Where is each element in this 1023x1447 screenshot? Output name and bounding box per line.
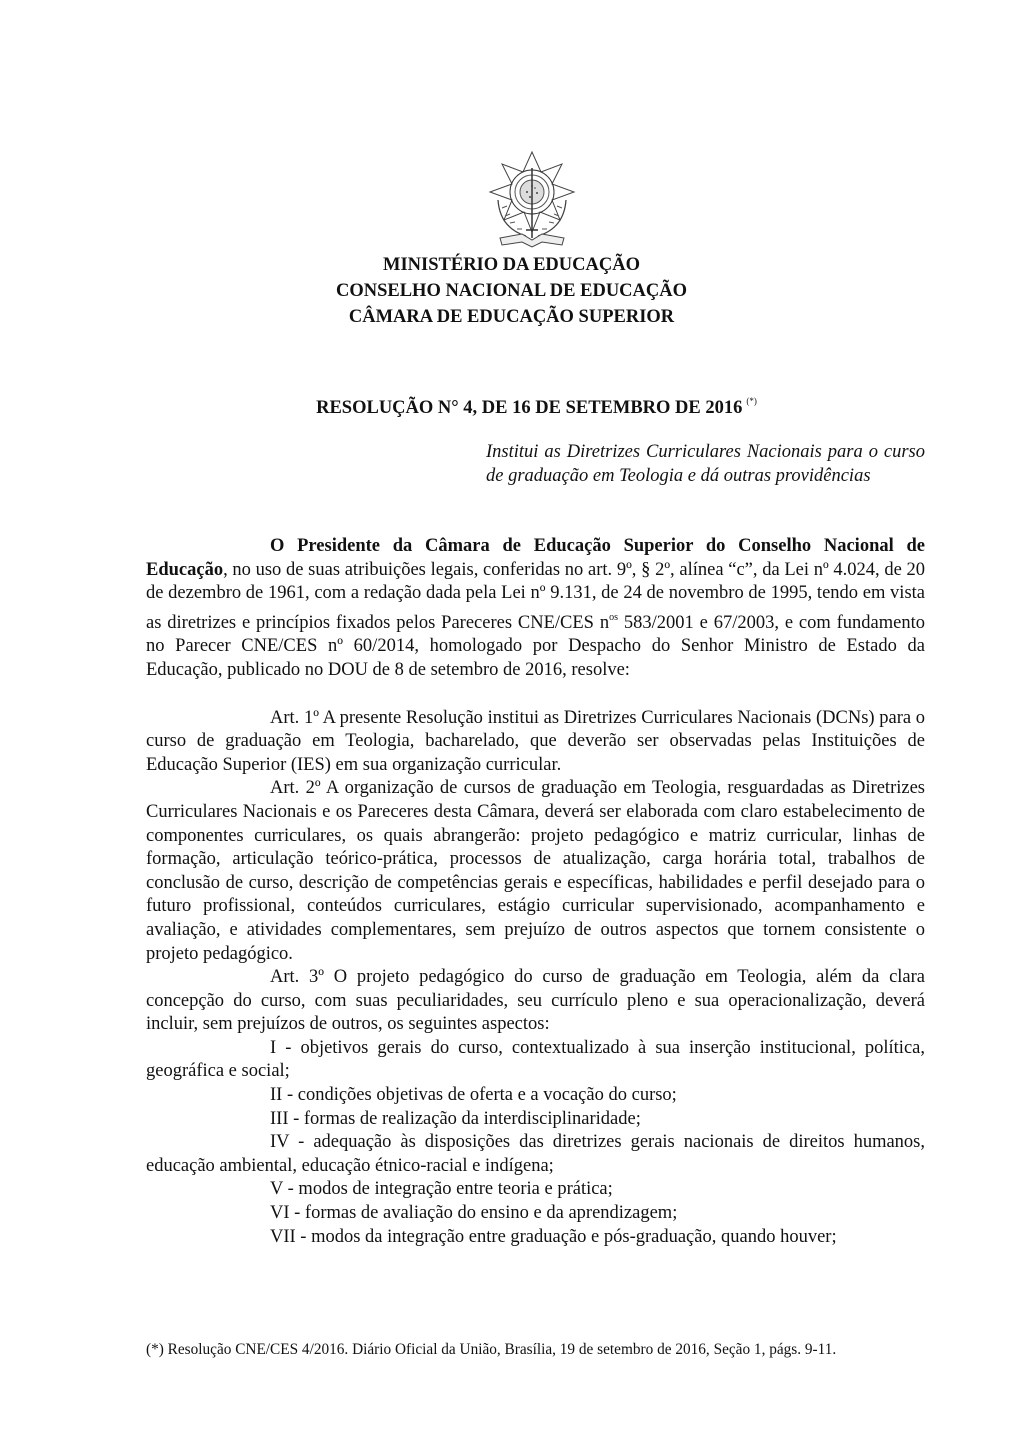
ministry-name: MINISTÉRIO DA EDUCAÇÃO (383, 255, 640, 275)
resolution-title (0, 396, 1023, 419)
article-2: Art. 2º A organização de cursos de graduação em Teologia, resguardadas as Diretrizes Curriculares Nacionais e os Pareceres desta Câmara, deverá ser elaborada com claro estabelecimento de componentes curriculares, os quais abrangerão: projeto pedagógico e matriz curricular, linhas de formação, articulação teórico-prática, processos de atualização, carga horária total, trabalhos de conclusão de curso, descrição de competências gerais e específicas, habilidades e perfil desejado para o futuro profissional, conteúdos curriculares, estágio curricular supervisionado, acompanhamento e avaliação, e atividades complementares, sem prejuízo de outros aspectos que tornem consistente o projeto pedagógico. (146, 778, 925, 964)
chamber-name: CÂMARA DE EDUCAÇÃO SUPERIOR (348, 307, 675, 327)
article-1: Art. 1º A presente Resolução institui as Diretrizes Curriculares Nacionais (DCNs) para o curso de graduação em Teologia, bacharelado, que deverão ser observadas pelas Instituições de Educação Superior (IES) em sua organização curricular. (146, 707, 925, 775)
preamble-paragraph (146, 535, 925, 683)
preamble-text-2: 583/2001 e 67/2003, e com fundamento no Parecer CNE/CES nº 60/2014, homologado por Despacho do Senhor Ministro de Estado da Educação, publicado no DOU de 8 de setembro de 2016, resolve: (146, 612, 926, 680)
item-vi: VI - formas de avaliação do ensino e da aprendizagem; (270, 1203, 678, 1224)
footnote: (*) Resolução CNE/CES 4/2016. Diário Oficial da União, Brasília, 19 de setembro de 2016, Seção 1, págs. 9-11. (146, 1341, 837, 1358)
preamble-bold-intro: O Presidente da Câmara de Educação Superior do Conselho Nacional de Educação (146, 536, 925, 580)
item-i: I - objetivos gerais do curso, contextualizado à sua inserção institucional, política, geográfica e social; (146, 1037, 925, 1082)
coat-of-arms-emblem (486, 150, 578, 248)
resolution-title-text: RESOLUÇÃO N° 4, DE 16 DE SETEMBRO DE 2016 (316, 398, 743, 418)
item-ii: II - condições objetivas de oferta e a vocação do curso; (270, 1085, 677, 1106)
item-vii: VII - modos da integração entre graduação e pós-graduação, quando houver; (270, 1226, 837, 1247)
preamble-text-1: , no uso de suas atribuições legais, conferidas no art. 9º, § 2º, alínea “c”, da Lei nº 4.024, de 20 de dezembro de 1961, com a redação dada pela Lei nº 9.131, de 24 de novembro de 1995, tendo em vista as diretrizes e princípios fixados pelos Pareceres CNE/CES n (146, 559, 925, 633)
council-name: CONSELHO NACIONAL DE EDUCAÇÃO (335, 281, 688, 301)
document-body (146, 535, 925, 1249)
preamble-superscript: os (609, 611, 618, 623)
item-v: V - modos de integração entre teoria e prática; (270, 1179, 613, 1200)
resolution-title-footnote-mark: (*) (746, 396, 757, 406)
item-iii: III - formas de realização da interdisciplinaridade; (270, 1108, 641, 1129)
item-iv: IV - adequação às disposições das diretrizes gerais nacionais de direitos humanos, educação ambiental, educação étnico-racial e indígena; (146, 1132, 925, 1176)
article-3: Art. 3º O projeto pedagógico do curso de graduação em Teologia, além da clara concepção do curso, com suas peculiaridades, seu currículo pleno e sua operacionalização, deverá incluir, sem prejuízos de outros, os seguintes aspectos: (146, 967, 925, 1035)
institution-heading (0, 252, 1023, 330)
resolution-ementa: Institui as Diretrizes Curriculares Nacionais para o curso de graduação em Teologia e dá outras providências (486, 442, 925, 486)
